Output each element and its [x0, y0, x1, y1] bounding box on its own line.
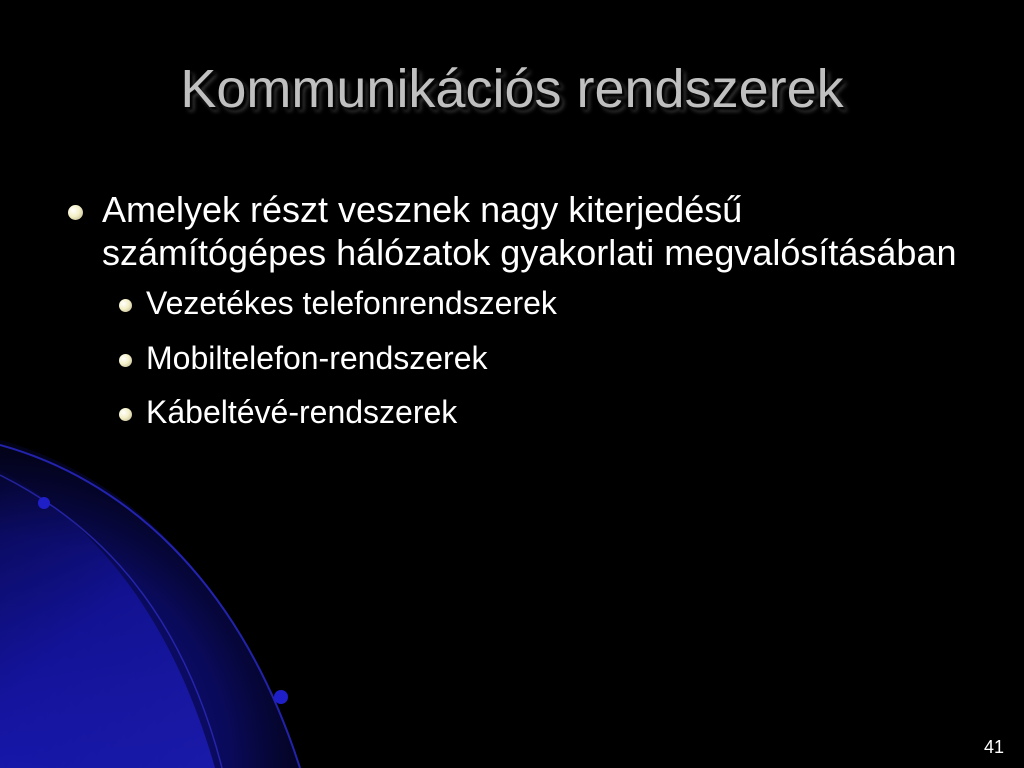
- bullet-item: [64, 188, 964, 274]
- sub-bullet-item: [116, 393, 964, 431]
- sub-bullet-text: Kábeltévé-rendszerek: [146, 394, 458, 431]
- sub-bullet-text: Vezetékes telefonrendszerek: [146, 285, 557, 322]
- bullet-dot-icon: [68, 205, 83, 220]
- decor-dot: [274, 690, 288, 704]
- slide-body: [64, 188, 964, 448]
- bullet-text: Amelyek részt vesznek nagy kiterjedésű számítógépes hálózatok gyakorlati megvalósításában: [102, 189, 957, 274]
- bullet-dot-icon: [119, 299, 132, 312]
- slide-title: Kommunikációs rendszerek: [180, 59, 844, 119]
- bullet-dot-icon: [119, 354, 132, 367]
- sub-bullet-item: [116, 284, 964, 322]
- decor-dot: [38, 497, 50, 509]
- slide-number: 41: [983, 737, 1004, 757]
- sub-bullet-item: [116, 339, 964, 377]
- sub-bullet-list: [64, 284, 964, 431]
- bullet-dot-icon: [119, 408, 132, 421]
- sub-bullet-text: Mobiltelefon-rendszerek: [146, 339, 488, 376]
